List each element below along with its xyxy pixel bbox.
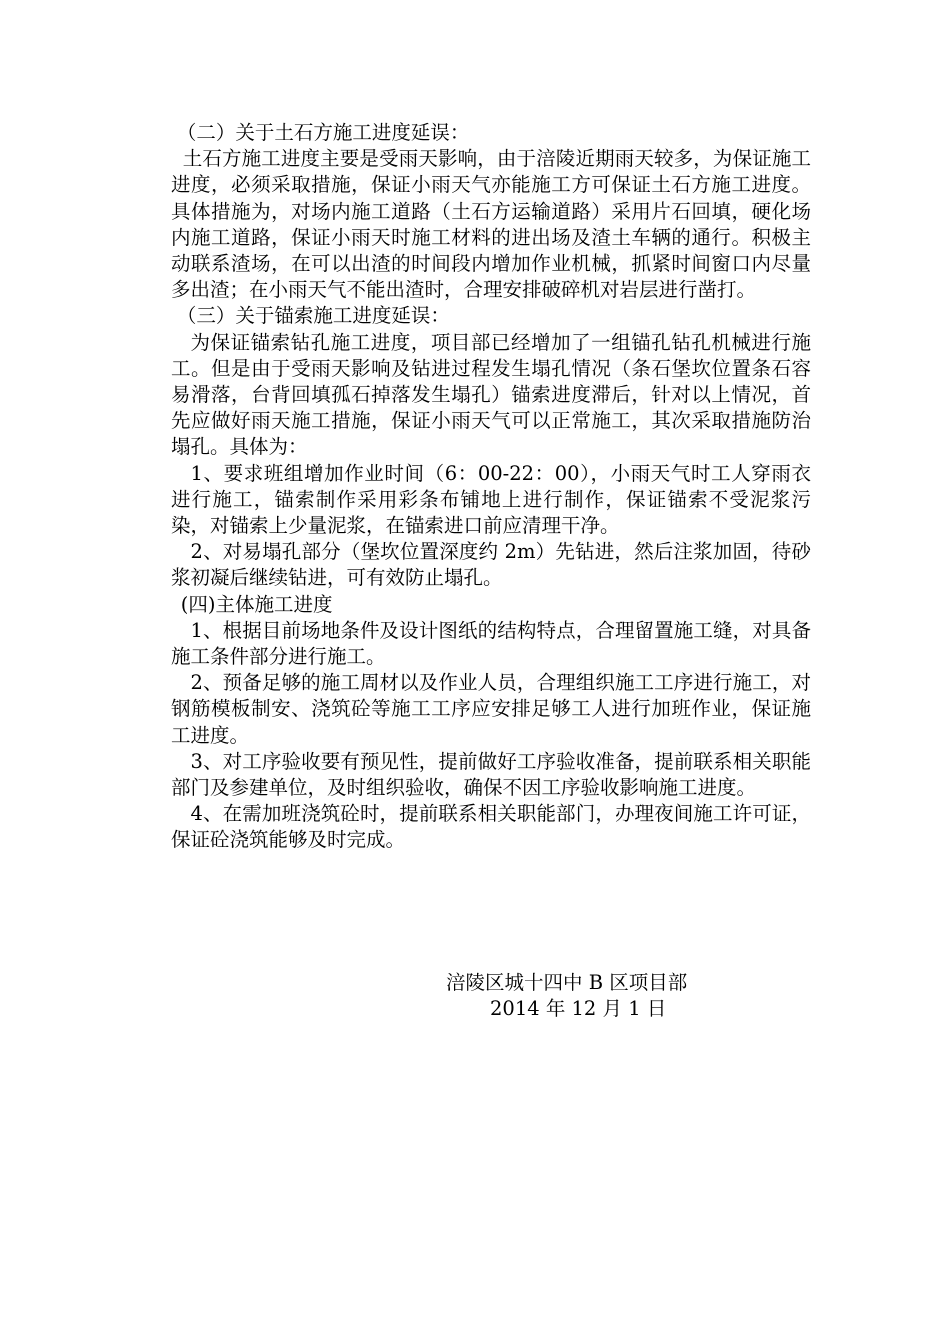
paragraph-anchor-cable-measures: 为保证锚索钻孔施工进度，项目部已经增加了一组锚孔钻孔机械进行施工。但是由于受雨天影响及钻进过程发生塌孔情况（条石堡坎位置条石容易滑落，台背回填孤石掉落发生塌孔）锚索进度滞后，针对以上情况，首先应做好雨天施工措施，保证小雨天气可以正常施工，其次采取措施防治塌孔。具体为：: [171, 330, 811, 459]
paragraph-main-item-3: 3、对工序验收要有预见性，提前做好工序验收准备，提前联系相关职能部门及参建单位，及时组织验收，确保不因工序验收影响施工进度。: [171, 749, 811, 800]
paragraph-anchor-item-2: 2、对易塌孔部分（堡坎位置深度约 2m）先钻进，然后注浆加固，待砂浆初凝后继续钻进，可有效防止塌孔。: [171, 540, 811, 590]
section-heading-main-structure: (四)主体施工进度: [180, 592, 333, 616]
paragraph-anchor-item-1: 1、要求班组增加作业时间（6：00-22：00），小雨天气时工人穿雨衣进行施工，锚索制作采用彩条布铺地上进行制作，保证锚索不受泥浆污染，对锚索上少量泥浆，在锚索进口前应清理干净。: [171, 461, 811, 538]
document-body: [171, 120, 811, 854]
paragraph-main-item-4: 4、在需加班浇筑砼时，提前联系相关职能部门，办理夜间施工许可证，保证砼浇筑能够及时完成。: [171, 802, 811, 852]
paragraph-main-item-2: 2、预备足够的施工周材以及作业人员，合理组织施工工序进行施工，对钢筋模板制安、浇筑砼等施工工序应安排足够工人进行加班作业，保证施工进度。: [171, 671, 811, 747]
section-heading-anchor-cable: （三）关于锚索施工进度延误：: [176, 304, 450, 328]
signature-date: 2014 年 12 月 1 日: [490, 997, 667, 1020]
signature-organization: 涪陵区城十四中 B 区项目部: [446, 971, 688, 994]
signature-block: [446, 970, 716, 1022]
section-heading-earthwork: （二）关于土石方施工进度延误：: [176, 121, 470, 144]
paragraph-main-item-1: 1、根据目前场地条件及设计图纸的结构特点，合理留置施工缝，对具备施工条件部分进行施工。: [171, 618, 811, 669]
paragraph-earthwork-measures: 土石方施工进度主要是受雨天影响，由于涪陵近期雨天较多，为保证施工进度，必须采取措施，保证小雨天气亦能施工方可保证土石方施工进度。具体措施为，对场内施工道路（土石方运输道路）采用片石回填，硬化场内施工道路，保证小雨天时施工材料的进出场及渣土车辆的通行。积极主动联系渣场，在可以出渣的时间段内增加作业机械，抓紧时间窗口内尽量多出渣；在小雨天气不能出渣时，合理安排破碎机对岩层进行凿打。: [171, 147, 811, 302]
